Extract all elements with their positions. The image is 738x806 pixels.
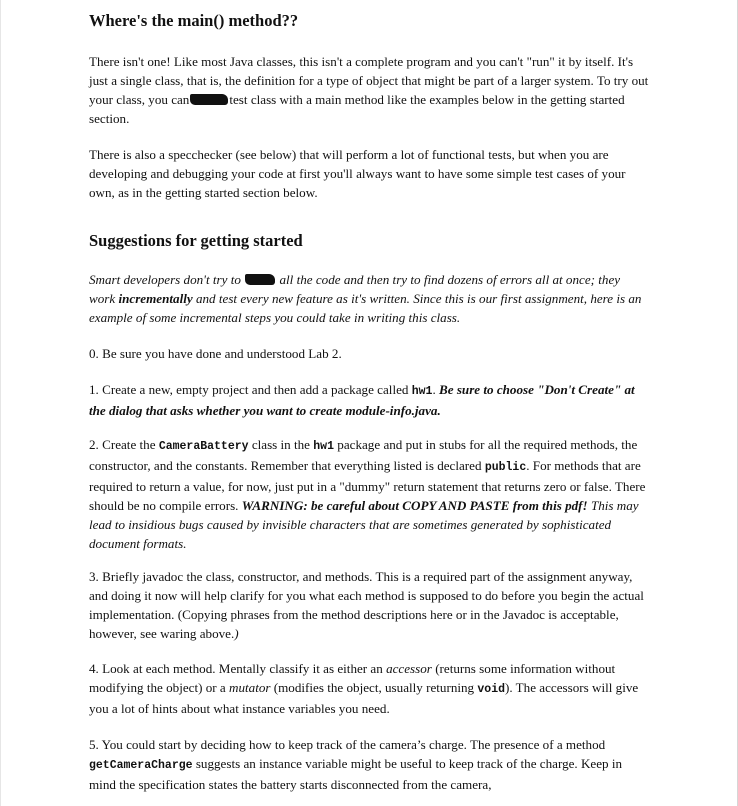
- suggestions-intro: [89, 270, 649, 327]
- step2-f: This may lead to insidious bugs caused by invisible characters that are sometimes generated by sophisticated document formats.: [89, 498, 639, 551]
- step5-code: getCameraCharge: [89, 759, 193, 772]
- step-3: [89, 567, 649, 643]
- step2-code3: public: [484, 461, 527, 474]
- step4-b: (returns some information without modifying the object) or a: [89, 661, 616, 695]
- step3-b: ): [234, 626, 239, 641]
- step2-b: class in the: [251, 437, 310, 452]
- main-p1-part2: test class with a main method like the examples below in the getting started section.: [89, 92, 625, 126]
- step-0: 0. Be sure you have done and understood Lab 2.: [89, 346, 342, 361]
- main-p1-part1: There isn't one! Like most Java classes, this isn't a complete program and you can't "run" it by itself. It's just a single class, that is, the definition for a type of object that might be part of a larger system. To try out your class, you can: [89, 54, 649, 107]
- step-5: [89, 735, 649, 794]
- intro-d: and test every new feature as it's written. Since this is our first assignment, here is an example of some incremental steps you could take in writing this class.: [89, 291, 642, 325]
- suggestions-heading: Suggestions for getting started: [89, 231, 303, 250]
- redaction-mark: [245, 274, 275, 285]
- step4-c: (modifies the object, usually returning: [273, 680, 475, 695]
- step2-code1: CameraBattery: [158, 440, 249, 453]
- redaction-mark: [190, 94, 228, 105]
- step1-c: Be sure to choose "Don't Create" at the dialog that asks whether you want to create module-info.java.: [89, 382, 635, 418]
- step2-d: . For methods that are required to return a value, for now, just put in a "dummy" return statement that returns zero or false. There should be no compile errors.: [89, 458, 646, 513]
- step4-mutator: mutator: [229, 680, 271, 695]
- main-method-paragraph-2: There is also a specchecker (see below) that will perform a lot of functional tests, but when you are developing and debugging your code at first you'll always want to have some simple test cases of your own, as in the getting started section below.: [89, 147, 626, 200]
- step2-c: package and put in stubs for all the required methods, the constructor, and the constants. Remember that everything listed is declared: [89, 437, 638, 473]
- step1-b: .: [432, 382, 436, 397]
- step-1: [89, 380, 649, 420]
- step5-b: suggests an instance variable might be useful to keep track of the charge. Keep in mind the specification states the battery starts disconnected from the camera,: [89, 756, 623, 792]
- step-4: [89, 659, 649, 718]
- intro-incrementally: incrementally: [118, 291, 193, 306]
- intro-b: all the code and then try to find dozens of errors all at once; they work: [89, 272, 621, 306]
- step4-accessor: accessor: [386, 661, 432, 676]
- main-method-heading: Where's the main() method??: [89, 11, 299, 30]
- intro-a: Smart developers don't try to: [89, 272, 241, 287]
- step-2: [89, 435, 649, 553]
- step4-a: 4. Look at each method. Mentally classify it as either an: [89, 661, 383, 676]
- step2-e: WARNING: be careful about COPY AND PASTE from this pdf!: [241, 498, 588, 513]
- page-left-edge: [0, 0, 1, 806]
- step2-a: 2. Create the: [89, 437, 156, 452]
- step5-a: 5. You could start by deciding how to keep track of the camera’s charge. The presence of a method: [89, 737, 606, 752]
- step2-code2: hw1: [313, 440, 334, 453]
- step4-code: void: [477, 683, 505, 696]
- step3-a: 3. Briefly javadoc the class, constructor, and methods. This is a required part of the assignment anyway, and doing it now will help clarify for you what each method is supposed to do before you begin the actual implementation. (Copying phrases from the method descriptions here or in the Javadoc is acceptable, however, see waring above.: [89, 569, 644, 641]
- step4-d: ). The accessors will give you a lot of hints about what instance variables you need.: [89, 680, 639, 716]
- step1-a: 1. Create a new, empty project and then add a package called: [89, 382, 409, 397]
- main-method-paragraph-1: [89, 52, 649, 128]
- step1-code: hw1: [411, 385, 433, 398]
